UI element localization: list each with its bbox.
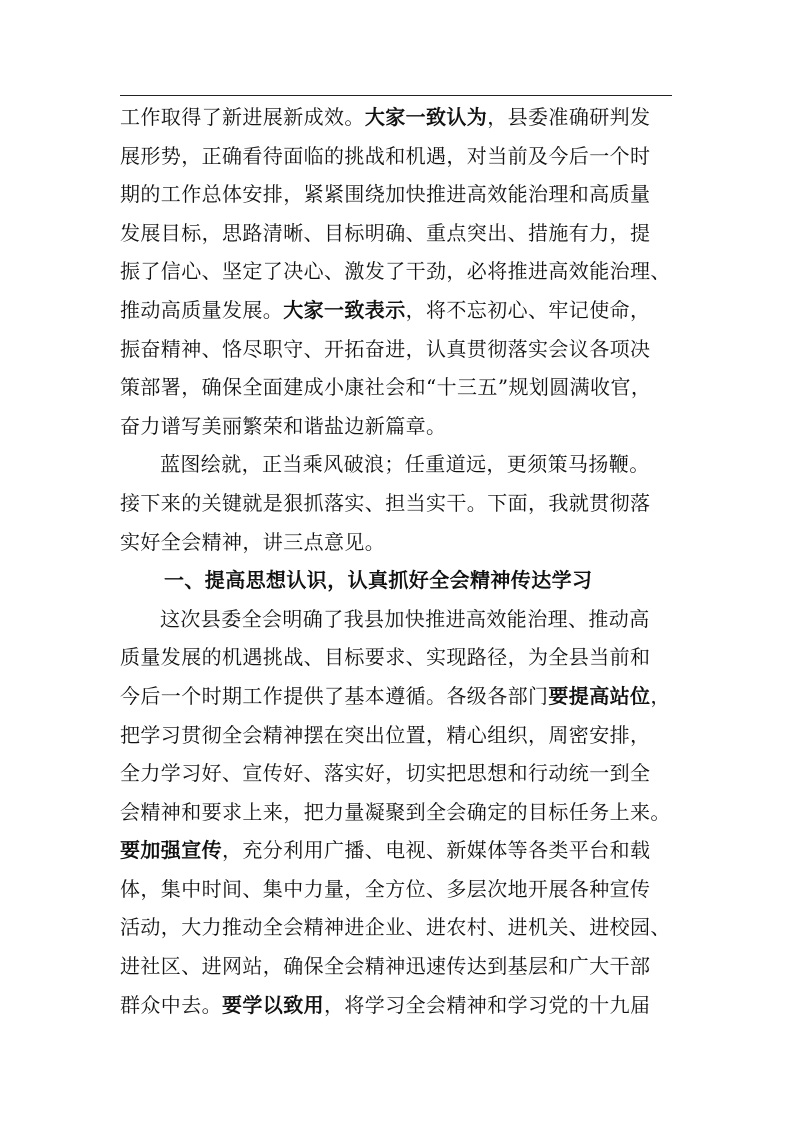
paragraph	[120, 445, 676, 561]
text-run: ，将不忘初心、牢记使命，	[405, 297, 651, 322]
text-line	[120, 98, 676, 137]
paragraph	[120, 600, 676, 1025]
bold-phrase: 要提高站位	[548, 683, 651, 708]
document-body	[120, 98, 676, 1024]
bold-phrase: 要加强宣传	[120, 838, 222, 863]
text-line: 会精神和要求上来，把力量凝聚到全会确定的目标任务上来。	[120, 799, 671, 824]
text-line: 活动，大力推动全会精神进企业、进农村、进机关、进校园、	[120, 915, 671, 940]
text-line: 发展目标，思路清晰、目标明确、重点突出、措施有力，提	[120, 220, 651, 245]
bold-phrase: 大家一致表示	[283, 297, 406, 322]
text-line: 展形势，正确看待面临的挑战和机遇，对当前及今后一个时	[120, 143, 651, 168]
text-line: 奋力谱写美丽繁荣和谐盐边新篇章。	[120, 413, 447, 438]
text-line: 策部署，确保全面建成小康社会和“十三五”规划圆满收官，	[120, 375, 652, 400]
text-run: ，充分利用广播、电视、新媒体等各类平台和载	[222, 838, 651, 863]
header-rule	[120, 95, 672, 96]
text-line	[120, 986, 676, 1025]
text-line: 体，集中时间、集中力量，全方位、多层次地开展各种宣传	[120, 876, 651, 901]
text-line: 全力学习好、宣传好、落实好，切实把思想和行动统一到全	[120, 761, 651, 786]
text-run: 工作取得了新进展新成效。	[120, 105, 365, 129]
text-line	[120, 291, 676, 330]
paragraph	[120, 98, 676, 445]
text-run: 今后一个时期工作提供了基本遵循。各级各部门	[120, 683, 549, 708]
text-line: 把学习贯彻全会精神摆在突出位置，精心组织，周密安排，	[120, 722, 651, 747]
text-line: 质量发展的机遇挑战、目标要求、实现路径，为全县当前和	[120, 645, 651, 670]
text-run: 推动高质量发展。	[120, 297, 284, 322]
text-run: 群众中去。	[120, 992, 222, 1017]
text-line: 这次县委全会明确了我县加快推进高效能治理、推动高	[160, 606, 650, 631]
text-line: 振了信心、坚定了决心、激发了干劲，必将推进高效能治理、	[120, 259, 671, 284]
text-line	[120, 831, 676, 870]
text-run: ，	[650, 683, 671, 708]
text-line: 实好全会精神，讲三点意见。	[120, 529, 386, 554]
bold-phrase: 大家一致认为	[364, 105, 488, 129]
text-run: ，将学习全会精神和学习党的十九届	[324, 992, 651, 1017]
text-line: 进社区、进网站，确保全会精神迅速传达到基层和广大干部	[120, 954, 651, 979]
section-heading: 一、提高思想认识，认真抓好全会精神传达学习	[164, 568, 593, 593]
text-line: 蓝图绘就，正当乘风破浪；任重道远，更须策马扬鞭。	[160, 452, 650, 477]
text-line: 振奋精神、恪尽职守、开拓奋进，认真贯彻落实会议各项决	[120, 336, 651, 361]
bold-phrase: 要学以致用	[222, 992, 324, 1017]
text-run: ，县委准确研判发	[487, 105, 651, 129]
text-line	[120, 677, 676, 716]
text-line: 期的工作总体安排，紧紧围绕加快推进高效能治理和高质量	[120, 182, 651, 207]
text-line: 接下来的关键就是狠抓落实、担当实干。下面，我就贯彻落	[120, 490, 651, 515]
